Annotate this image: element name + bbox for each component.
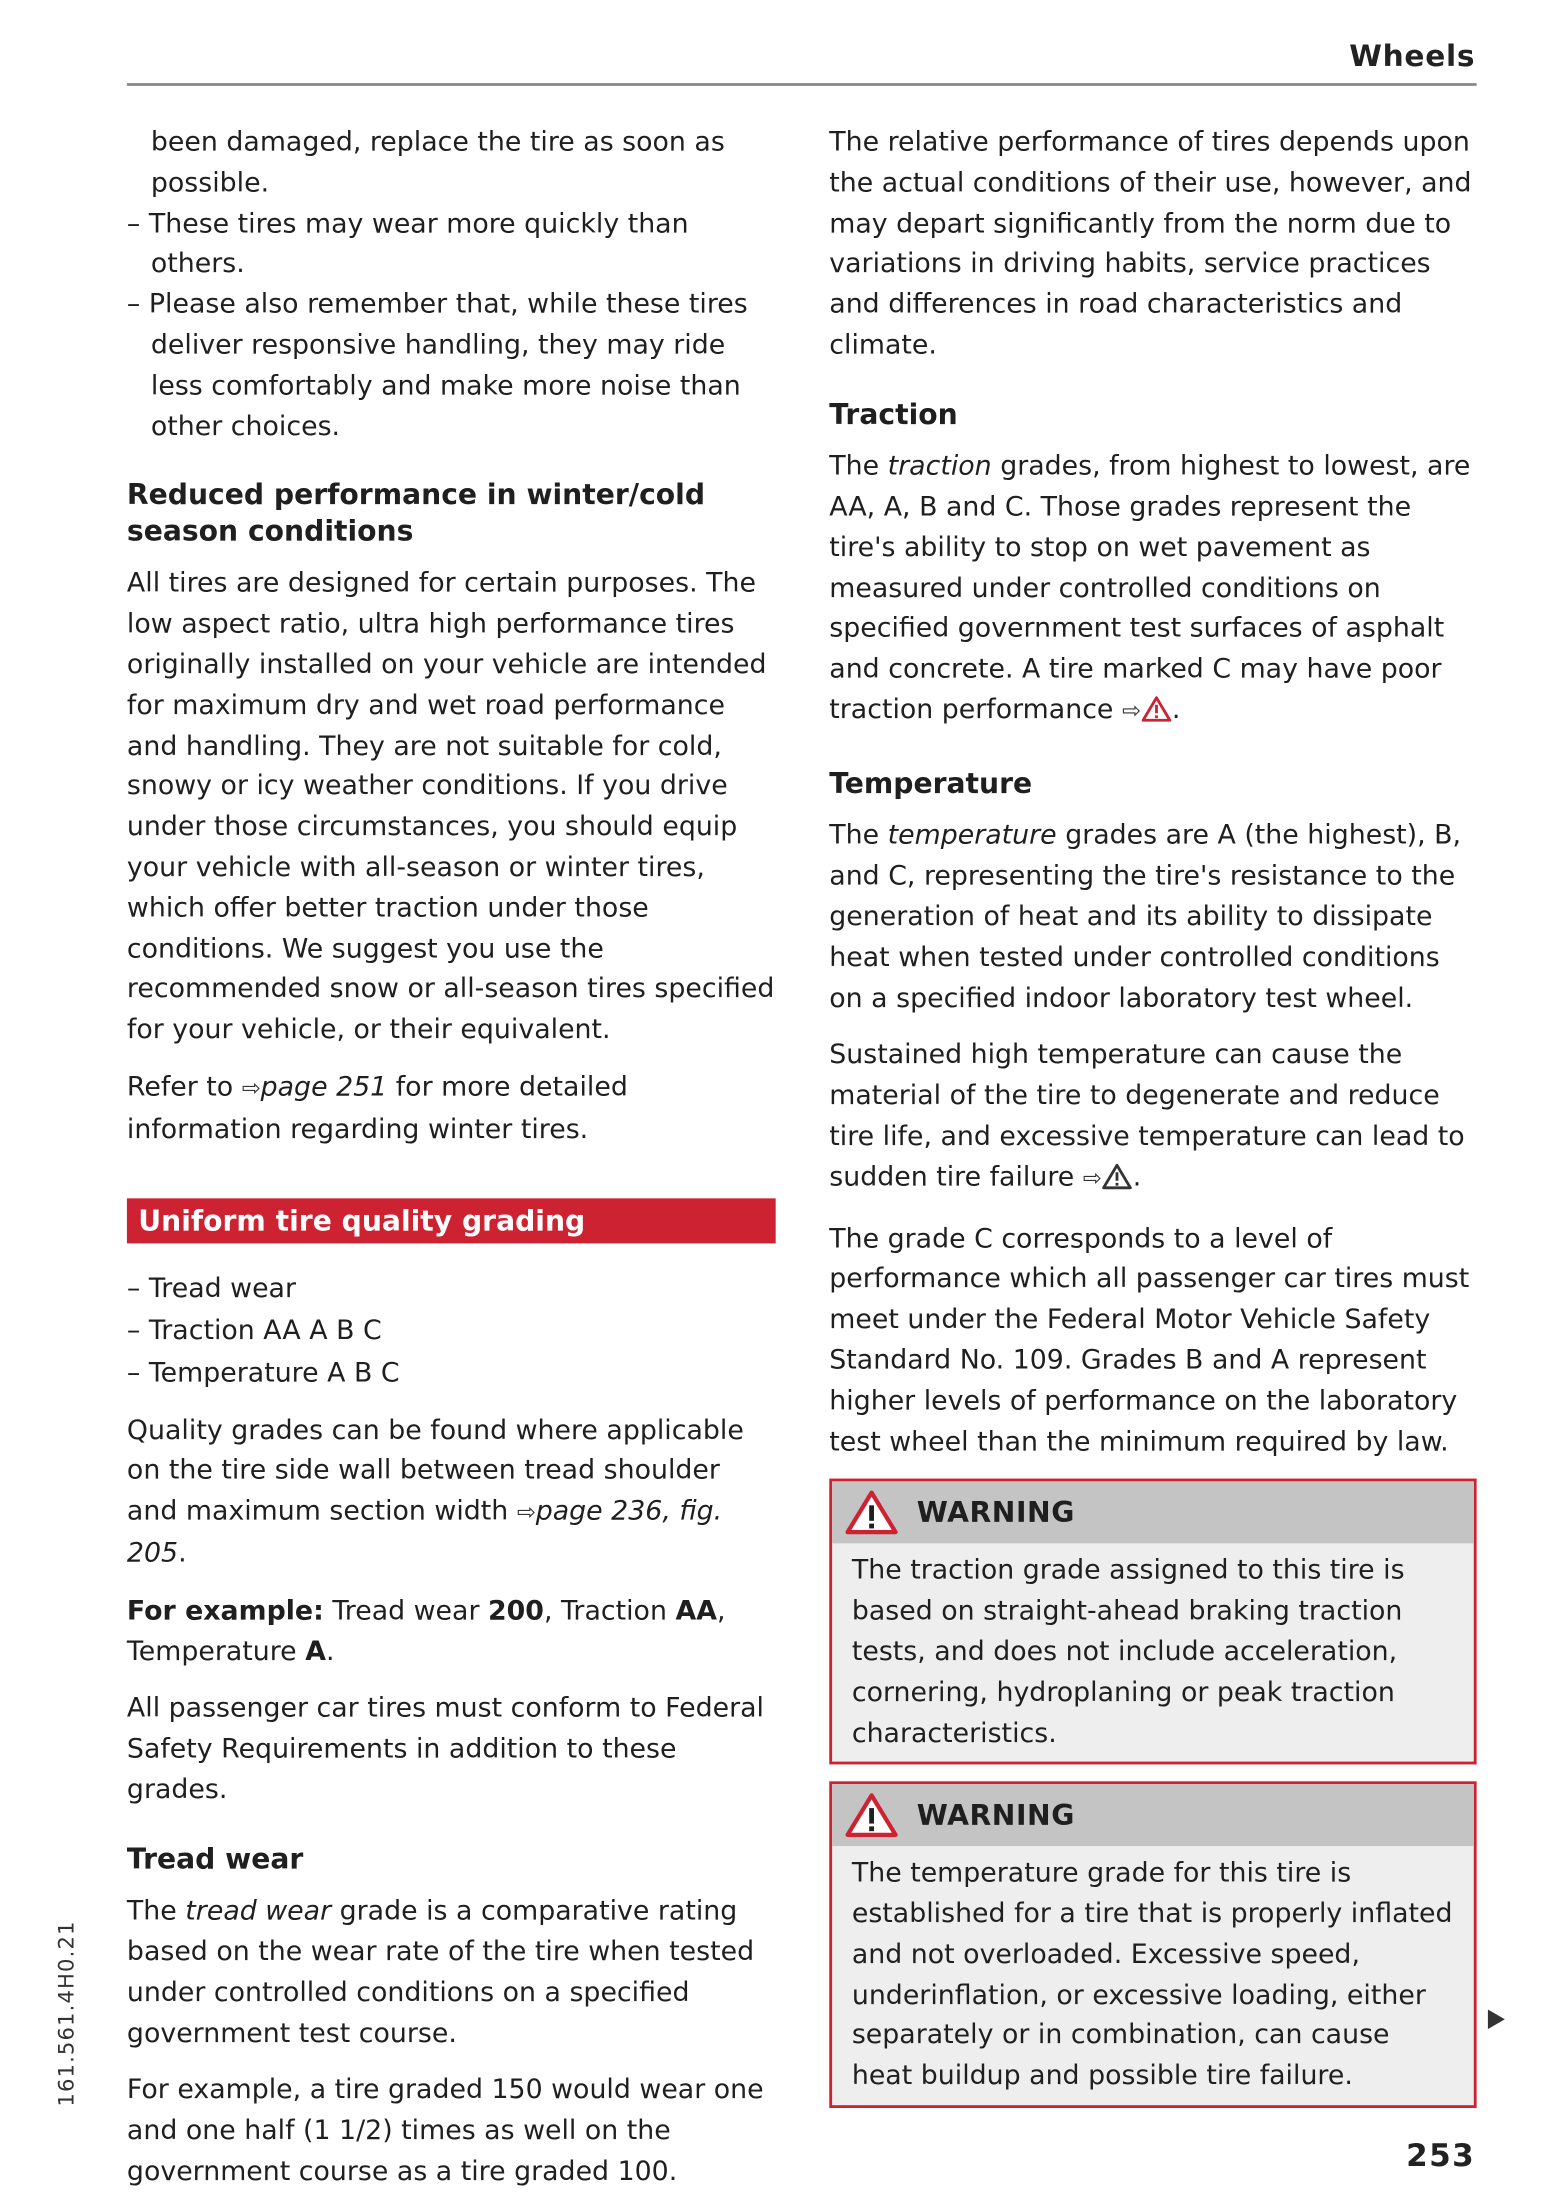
federal-requirements-paragraph: All passenger car tires must conform to Federal Safety Requirements in addition to these grades. xyxy=(126,1693,764,1806)
page-reference-link[interactable]: page 251 xyxy=(260,1071,388,1103)
header-divider xyxy=(127,83,1477,86)
tread-wear-paragraph: The tread wear grade is a comparative rating based on the wear rate of the tire when tested under controlled conditions on a specified government test course. xyxy=(126,1895,755,2049)
quality-grades-paragraph: Quality grades can be found where applicable on the tire side wall between tread shoulder and maximum section width ⇨page 236, fig. 205. xyxy=(126,1414,744,1569)
section-title: Wheels xyxy=(1349,39,1476,74)
arrow-right-icon: ⇨ xyxy=(241,1074,261,1102)
tread-wear-heading: Tread wear xyxy=(126,1841,304,1876)
bullet-item: – These tires may wear more quickly than others. xyxy=(126,207,689,280)
reduced-performance-heading: Reduced performance in winter/cold season conditions xyxy=(126,477,706,548)
bullet-item: – Please also remember that, while these tires deliver responsive handling, they may ride less comfortably and make more noise than other choices. xyxy=(126,288,748,442)
temperature-heading: Temperature xyxy=(829,765,1033,800)
arrow-right-icon: ⇨ xyxy=(516,1498,536,1526)
warning-title: WARNING xyxy=(916,1495,1075,1530)
play-triangle-icon[interactable] xyxy=(1486,2008,1506,2031)
tread-wear-example-paragraph: For example, a tire graded 150 would wear one and one half (1 1/2) times as well on the government course as a tire graded 100. xyxy=(126,2074,764,2187)
warning-body xyxy=(832,1847,1474,2106)
winter-tires-reference: Refer to ⇨page 251 for more detailed information regarding winter tires. xyxy=(126,1071,628,1145)
uniform-tire-quality-heading: Uniform tire quality grading xyxy=(127,1198,776,1243)
relative-performance-paragraph: The relative performance of tires depends upon the actual conditions of their use, however, and may depart significantly from the norm due to variations in driving habits, service practices and differences in road characteristics and climate. xyxy=(829,126,1472,361)
warning-header xyxy=(832,1785,1474,1847)
traction-paragraph: The traction grades, from highest to lowest, are AA, A, B and C. Those grades represent the tire's ability to stop on wet pavement as measured under controlled conditions on specified government test surfaces of asphalt and concrete. A tire marked C may have poor traction performance ⇨ . xyxy=(829,447,1476,735)
temperature-warning-box xyxy=(829,1782,1476,2108)
list-item: – Temperature A B C xyxy=(126,1356,400,1388)
traction-warning-box xyxy=(829,1479,1476,1765)
left-column xyxy=(127,123,776,2193)
arrow-right-icon: ⇨ xyxy=(1082,1164,1102,1191)
warning-triangle-icon[interactable] xyxy=(1141,694,1172,735)
warning-header xyxy=(832,1482,1474,1544)
sustained-temperature-paragraph: Sustained high temperature can cause the material of the tire to degenerate and reduce tire life, and excessive temperature can lead to sudden tire failure ⇨ . xyxy=(829,1035,1476,1201)
figure-reference-link[interactable]: page 236, fig. 205 xyxy=(126,1495,723,1569)
page-number: 253 xyxy=(1406,2138,1476,2175)
arrow-right-icon: ⇨ xyxy=(1121,697,1141,724)
warning-title: WARNING xyxy=(916,1798,1075,1833)
continued-bullet-text: been damaged, replace the tire as soon as possible. xyxy=(150,126,725,199)
warning-triangle-icon[interactable] xyxy=(1102,1161,1133,1202)
temperature-paragraph: The temperature grades are A (the highest), B, and C, representing the tire's resistance to the generation of heat and its ability to dissipate heat when tested under controlled conditions on a specified indoor laboratory test wheel. xyxy=(829,820,1462,1014)
grade-c-paragraph: The grade C corresponds to a level of performance which all passenger car tires must meet under the Federal Motor Vehicle Safety Standard No. 109. Grades B and A represent higher levels of performance on the laboratory test wheel than the minimum required by law. xyxy=(829,1223,1470,1457)
grades-list xyxy=(127,1267,776,1394)
reduced-performance-paragraph: All tires are designed for certain purposes. The low aspect ratio, ultra high performance tires originally installed on your vehicle are intended for maximum dry and wet road performance and handling. They are not suitable for cold, snowy or icy weather conditions. If you drive under those circumstances, you should equip your vehicle with all-season or winter tires, which offer better traction under those conditions. We suggest you use the recommended snow or all-season tires specified for your vehicle, or their equivalent. xyxy=(126,568,775,1046)
example-paragraph: For example: Tread wear 200, Traction AA, Temperature A. xyxy=(126,1595,726,1667)
right-column xyxy=(829,123,1476,2126)
list-item: – Traction AA A B C xyxy=(126,1314,382,1346)
list-item: – Tread wear xyxy=(126,1272,296,1304)
warning-triangle-icon xyxy=(843,1792,899,1840)
traction-heading: Traction xyxy=(829,396,958,431)
warning-text: The temperature grade for this tire is established for a tire that is properly inflated and not overloaded. Excessive speed, underinflation, or excessive loading, either separately or in combination, can cause heat buildup and possible tire failure. xyxy=(851,1857,1453,2092)
document-code: 161.561.4H0.21 xyxy=(53,1920,79,2107)
warning-triangle-icon xyxy=(843,1489,899,1537)
warning-text: The traction grade assigned to this tire is based on straight-ahead braking traction tests, and does not include acceleration, cornering, hydroplaning or peak traction characteristics. xyxy=(851,1555,1405,1749)
warning-body xyxy=(832,1544,1474,1762)
